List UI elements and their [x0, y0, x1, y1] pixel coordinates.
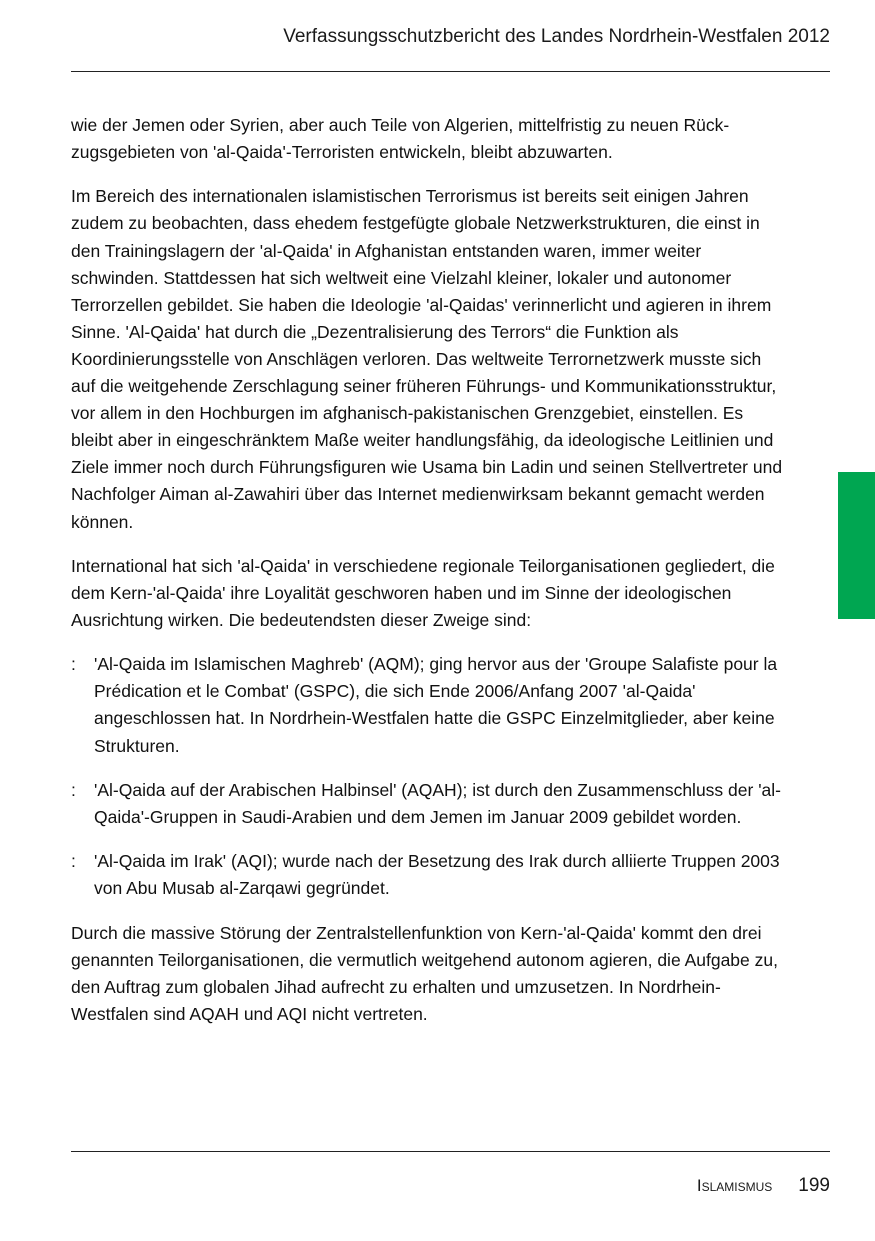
list-item-aqm — [71, 651, 787, 759]
main-text — [71, 112, 787, 1045]
list-item-aqi — [71, 848, 787, 902]
page-number: 199 — [798, 1175, 830, 1196]
paragraph-1: wie der Jemen oder Syrien, aber auch Teile von Algerien, mittelfristig zu neuen Rückzugsgebieten von 'al-Qaida'-Terroristen entwickeln, bleibt abzuwarten. — [71, 115, 730, 163]
footer-section-title: Islamismus — [696, 1176, 773, 1195]
list-marker: : — [71, 851, 76, 872]
list-item-text: 'Al-Qaida im Islamischen Maghreb' (AQM); ging hervor aus der 'Groupe Salafiste pour la Prédication et le Combat' (GSPC), die sich Ende 2006/Anfang 2007 'al-Qaida' angeschlossen hat. In Nordrhein-Westfalen hatte die GSPC Einzelmitglieder, aber keine Strukturen. — [94, 654, 778, 756]
paragraph-2: Im Bereich des internationalen islamistischen Terrorismus ist bereits seit einigen Jahren zudem zu beobachten, dass ehedem festgefügte globale Netzwerkstrukturen, die einst in den Trainingslagern der 'al-Qaida' in Afghanistan entstanden waren, immer weiter schwinden. Stattdessen hat sich weltweit eine Vielzahl kleiner, lokaler und autonomer Terrorzellen gebildet. Sie haben die Ideologie 'al-Qaidas' verinnerlicht und agieren in ihrem Sinne. 'Al-Qaida' hat durch die „Dezentralisierung des Terrors“ die Funktion als Koordinierungsstelle von Anschlägen verloren. Das weltweite Terrornetzwerk musste sich auf die weitgehende Zerschlagung seiner früheren Führungs- und Kommunikationsstruktur, vor allem in den Hochburgen im afghanisch-pakistanischen Grenzgebiet, einstellen. Es bleibt aber in eingeschränktem Maße weiter handlungsfähig, da ideologische Leitlinien und Ziele immer noch durch Führungsfiguren wie Usama bin Ladin und seinen Stellvertreter und Nachfolger Aiman al-Zawahiri über das Internet medienwirksam bekannt gemacht werden können. — [71, 186, 783, 532]
list-item-text: 'Al-Qaida auf der Arabischen Halbinsel' (AQAH); ist durch den Zusammenschluss der 'al-Qaida'-Gruppen in Saudi-Arabien und dem Jemen im Januar 2009 gebildet worden. — [94, 779, 781, 827]
footer-rule — [71, 1151, 830, 1152]
paragraph-closing: Durch die massive Störung der Zentralstellenfunktion von Kern-'al-Qaida' kommt den drei genannten Teilorganisationen, die vermutlich weitgehend autonom agieren, die Aufgabe zu, den Auftrag zum globalen Jihad aufrecht zu erhalten und umzusetzen. In Nordrhein-Westfalen sind AQAH und AQI nicht vertreten. — [71, 922, 778, 1024]
list-item-text: 'Al-Qaida im Irak' (AQI); wurde nach der Besetzung des Irak durch alliierte Truppen 2003 von Abu Musab al-Zarqawi gegründet. — [94, 851, 780, 899]
chapter-thumb-tab — [838, 472, 875, 619]
paragraph-3: International hat sich 'al-Qaida' in verschiedene regionale Teilorganisationen gegliedert, die dem Kern-'al-Qaida' ihre Loyalität geschworen haben und im Sinne der ideologischen Ausrichtung wirken. Die bedeutendsten dieser Zweige sind: — [71, 555, 775, 630]
page-footer — [697, 1175, 830, 1197]
list-marker: : — [71, 779, 76, 800]
list-marker: : — [71, 654, 76, 675]
list-item-aqah — [71, 777, 787, 831]
running-header-title: Verfassungsschutzbericht des Landes Nordrhein-Westfalen 2012 — [283, 26, 830, 47]
header-rule — [71, 71, 830, 72]
